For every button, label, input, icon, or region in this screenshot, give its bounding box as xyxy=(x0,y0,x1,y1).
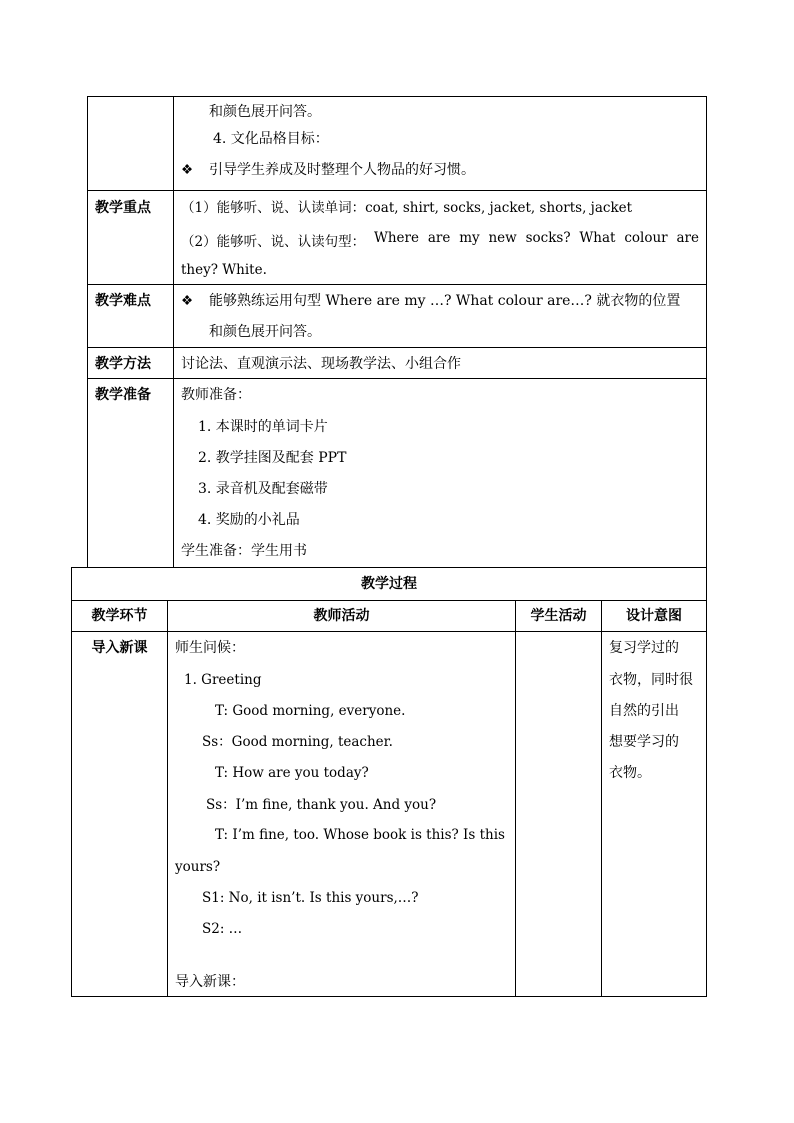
teacher-word: is xyxy=(410,827,422,843)
teacher-word: this xyxy=(479,827,505,843)
teacher-word: book xyxy=(373,827,407,843)
teacher-line: 师生问候： xyxy=(175,640,245,656)
teacher-line: S2: … xyxy=(202,921,243,937)
teacher-word: Is xyxy=(463,827,476,843)
key-points-word: are xyxy=(676,230,699,246)
teacher-line: Ss：Good morning, teacher. xyxy=(202,734,393,750)
prep-item: 4. 奖励的小礼品 xyxy=(198,512,300,528)
key-points-line-1: （1）能够听、说、认读单词：coat, shirt, socks, jacket, shorts, jacket xyxy=(181,200,633,216)
culture-objective-text: 引导学生养成及时整理个人物品的好习惯。 xyxy=(209,162,475,178)
top-table-row-line xyxy=(87,378,707,379)
method-label: 教学方法 xyxy=(95,356,151,372)
diamond-bullet-icon: ❖ xyxy=(181,162,194,178)
diamond-bullet-icon: ❖ xyxy=(181,293,194,309)
header-design-intent: 设计意图 xyxy=(626,608,682,624)
key-points-word: socks? xyxy=(525,230,571,246)
top-table-border-top xyxy=(87,96,707,97)
top-table-border-right xyxy=(706,96,707,567)
top-table-row-line xyxy=(87,190,707,191)
top-table-row-line xyxy=(87,284,707,285)
top-table-col-divider xyxy=(173,96,174,567)
design-line: 衣物，同时很 xyxy=(609,672,693,688)
teacher-line: Ss：I’m fine, thank you. And you? xyxy=(206,797,437,813)
key-points-word: colour xyxy=(624,230,668,246)
design-line: 衣物。 xyxy=(609,765,651,781)
teacher-word: T: xyxy=(215,827,229,843)
method-text: 讨论法、直观演示法、现场教学法、小组合作 xyxy=(181,356,461,372)
key-points-word: are xyxy=(427,230,451,246)
key-points-line-3: they? White. xyxy=(181,262,267,278)
process-table-border-top xyxy=(71,567,707,568)
teacher-prep-heading: 教师准备： xyxy=(181,387,251,403)
key-points-word: new xyxy=(488,230,517,246)
stage-label: 导入新课 xyxy=(91,640,148,656)
header-student-activity: 学生活动 xyxy=(530,608,587,624)
prep-label: 教学准备 xyxy=(95,387,151,403)
key-points-word: my xyxy=(459,230,480,246)
design-line: 复习学过的 xyxy=(609,640,679,656)
top-table-row-line xyxy=(87,347,707,348)
teacher-line: T: Good morning, everyone. xyxy=(215,703,406,719)
difficulty-line-2: 和颜色展开问答。 xyxy=(209,324,321,340)
process-table-col-divider xyxy=(167,600,168,997)
prep-item: 1. 本课时的单词卡片 xyxy=(198,419,328,435)
teacher-word: fine, xyxy=(259,827,290,843)
teacher-line: T: How are you today? xyxy=(215,765,369,781)
teacher-line-justified xyxy=(215,827,505,843)
process-title: 教学过程 xyxy=(361,576,417,592)
key-points-label: 教学重点 xyxy=(95,200,151,216)
teacher-word: too. xyxy=(293,827,320,843)
header-stage: 教学环节 xyxy=(91,608,148,624)
key-points-word: What xyxy=(579,230,616,246)
teacher-line: 1. Greeting xyxy=(184,672,262,688)
process-table-col-divider xyxy=(515,600,516,997)
difficulty-line-1: 能够熟练运用句型 Where are my …? What colour are…? 就衣物的位置 xyxy=(209,293,681,309)
prep-item: 2. 教学挂图及配套 PPT xyxy=(198,450,347,466)
teacher-word: this? xyxy=(426,827,459,843)
design-line: 想要学习的 xyxy=(609,734,679,750)
key-points-line-2 xyxy=(181,230,699,250)
top-table-border-left xyxy=(87,96,88,567)
teacher-word: I’m xyxy=(232,827,255,843)
header-teacher-activity: 教师活动 xyxy=(313,608,370,624)
student-prep: 学生准备：学生用书 xyxy=(181,543,307,559)
design-line: 自然的引出 xyxy=(609,703,679,719)
key-points-word: Where xyxy=(373,230,419,246)
teacher-line: yours? xyxy=(175,859,221,875)
objective-continuation: 和颜色展开问答。 xyxy=(209,104,321,120)
process-table-col-divider xyxy=(601,600,602,997)
culture-objective-heading: 4. 文化品格目标： xyxy=(213,131,329,147)
teacher-line: 导入新课： xyxy=(175,974,245,990)
teacher-word: Whose xyxy=(323,827,369,843)
difficulty-label: 教学难点 xyxy=(95,293,151,309)
key-points-word: （2）能够听、说、认读句型： xyxy=(181,234,366,250)
teacher-line: S1: No, it isn’t. Is this yours,…? xyxy=(202,890,419,906)
prep-item: 3. 录音机及配套磁带 xyxy=(198,481,328,497)
